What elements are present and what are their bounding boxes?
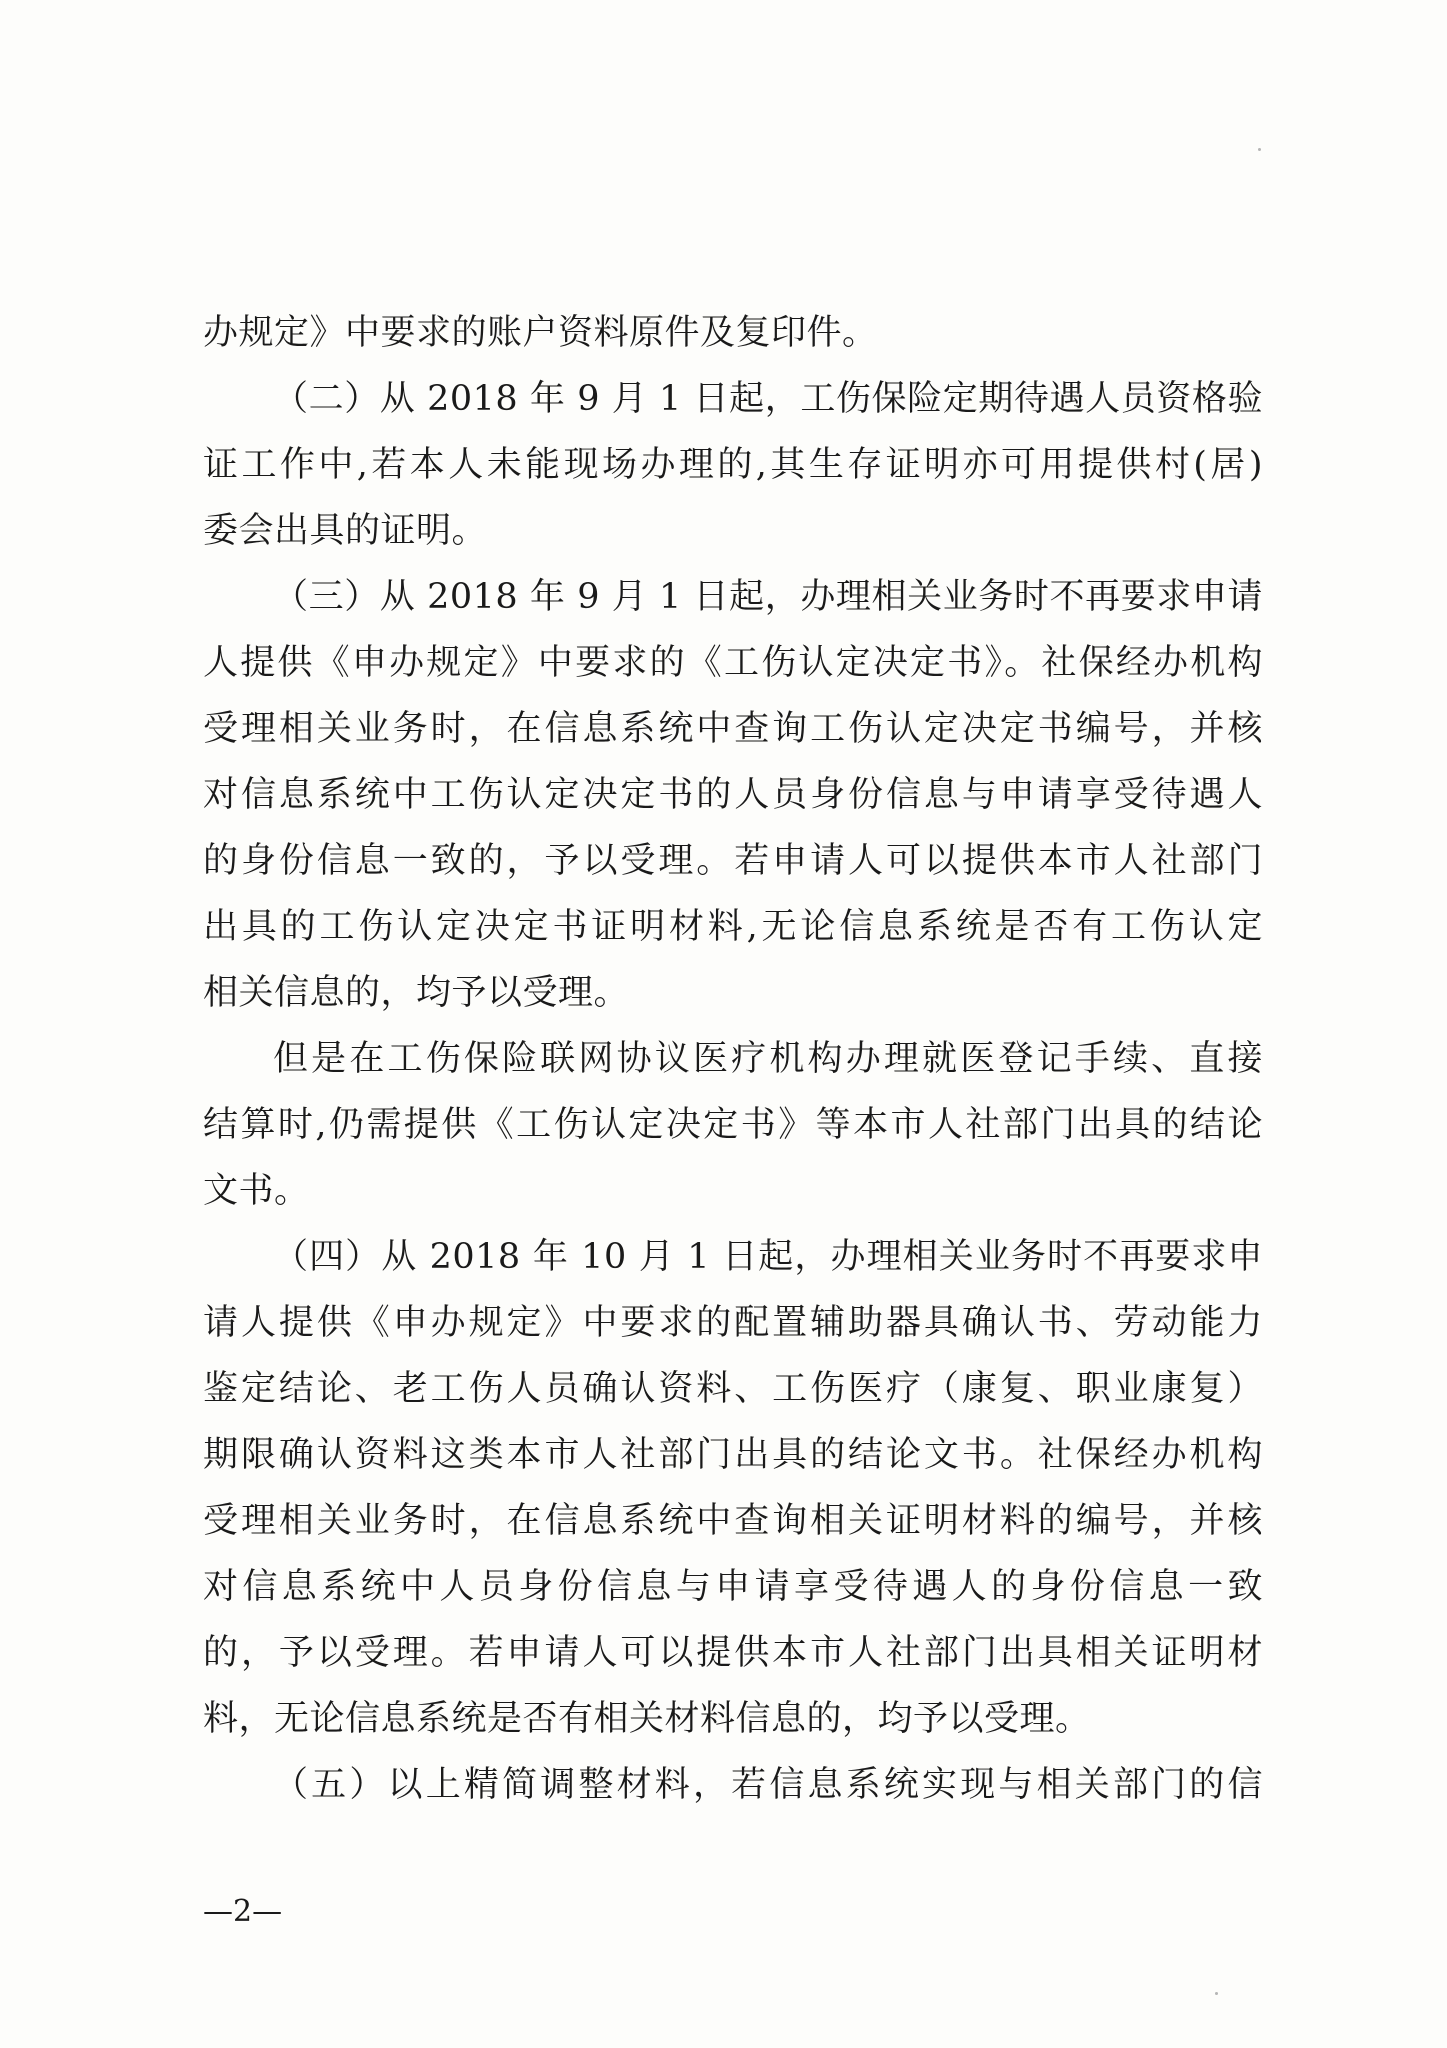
body-line-9: 的身份信息一致的，予以受理。若申请人可以提供本市人社部门 xyxy=(203,841,1263,881)
body-line-2: （二）从 2018 年 9 月 1 日起，工伤保险定期待遇人员资格验 xyxy=(273,379,1263,419)
body-line-3: 证工作中,若本人未能现场办理的,其生存证明亦可用提供村(居) xyxy=(203,445,1263,485)
body-line-16: 请人提供《申办规定》中要求的配置辅助器具确认书、劳动能力 xyxy=(203,1303,1263,1343)
body-line-12: 但是在工伤保险联网协议医疗机构办理就医登记手续、直接 xyxy=(273,1039,1263,1079)
body-line-19: 受理相关业务时，在信息系统中查询相关证明材料的编号，并核 xyxy=(203,1501,1263,1541)
body-line-21: 的，予以受理。若申请人可以提供本市人社部门出具相关证明材 xyxy=(203,1633,1263,1673)
body-line-5: （三）从 2018 年 9 月 1 日起，办理相关业务时不再要求申请 xyxy=(273,577,1263,617)
scan-speck xyxy=(1258,148,1261,151)
body-line-18: 期限确认资料这类本市人社部门出具的结论文书。社保经办机构 xyxy=(203,1435,1263,1475)
body-line-8: 对信息系统中工伤认定决定书的人员身份信息与申请享受待遇人 xyxy=(203,775,1263,815)
body-line-13: 结算时,仍需提供《工伤认定决定书》等本市人社部门出具的结论 xyxy=(203,1105,1263,1145)
document-body xyxy=(203,300,1263,1818)
body-line-7: 受理相关业务时，在信息系统中查询工伤认定决定书编号，并核 xyxy=(203,709,1263,749)
body-line-20: 对信息系统中人员身份信息与申请享受待遇人的身份信息一致 xyxy=(203,1567,1263,1607)
body-line-23: （五）以上精简调整材料，若信息系统实现与相关部门的信 xyxy=(273,1765,1263,1805)
body-line-11: 相关信息的，均予以受理。 xyxy=(203,973,630,1013)
page-number: —2— xyxy=(203,1894,283,1929)
body-line-17: 鉴定结论、老工伤人员确认资料、工伤医疗（康复、职业康复） xyxy=(203,1369,1263,1409)
body-line-14: 文书。 xyxy=(203,1171,310,1211)
body-line-15: （四）从 2018 年 10 月 1 日起，办理相关业务时不再要求申 xyxy=(273,1237,1263,1277)
body-line-22: 料，无论信息系统是否有相关材料信息的，均予以受理。 xyxy=(203,1699,1091,1739)
body-line-6: 人提供《申办规定》中要求的《工伤认定决定书》。社保经办机构 xyxy=(203,643,1263,683)
body-line-4: 委会出具的证明。 xyxy=(203,511,488,551)
body-line-1: 办规定》中要求的账户资料原件及复印件。 xyxy=(203,313,878,353)
body-line-10: 出具的工伤认定决定书证明材料,无论信息系统是否有工伤认定 xyxy=(203,907,1263,947)
scan-speck xyxy=(1215,1992,1218,1995)
